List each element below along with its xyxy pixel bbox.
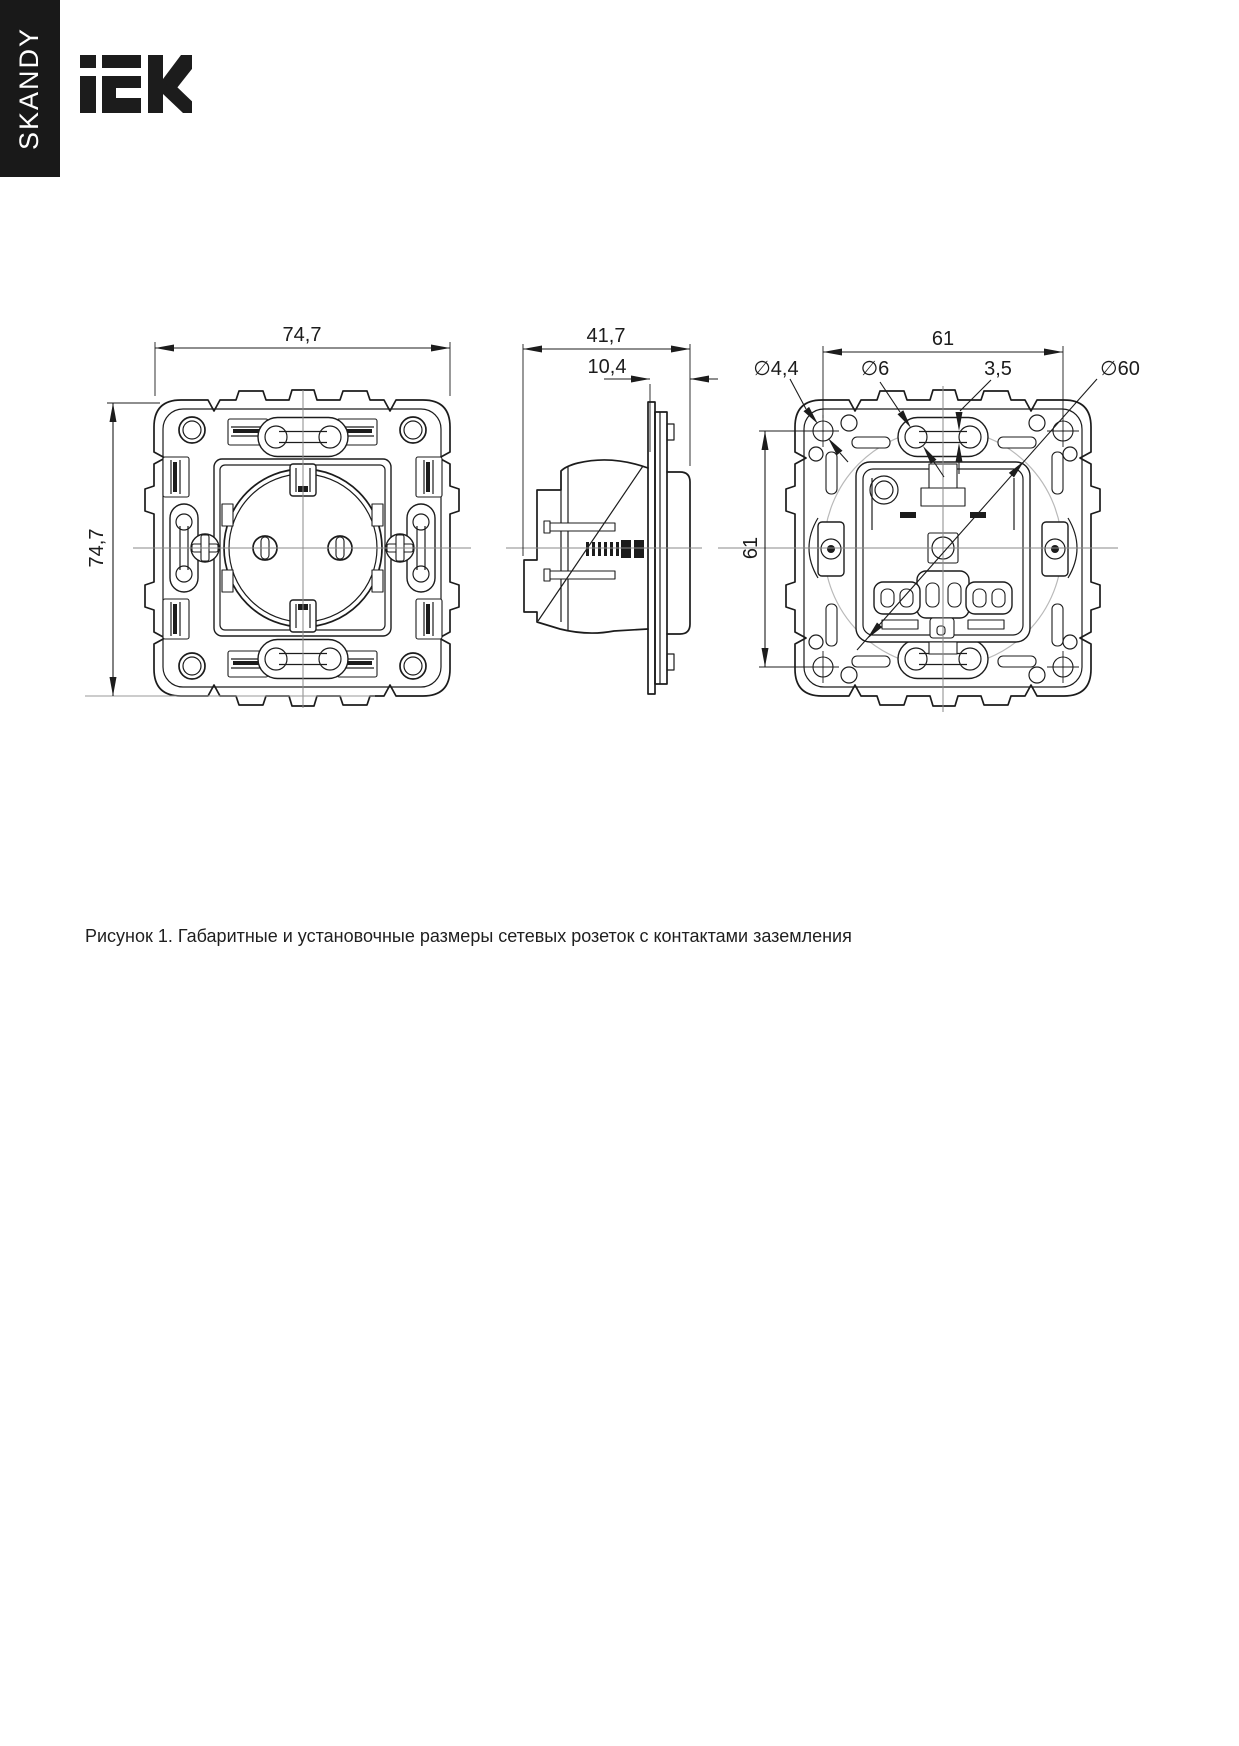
- side-front-depth-dim: 10,4: [587, 356, 627, 378]
- slot-hole-dia-dim: ∅6: [860, 358, 890, 380]
- mounting-circle-dia-dim: ∅60: [1100, 358, 1140, 380]
- slot-width-dim: 3,5: [984, 358, 1012, 380]
- side-view-dimensions: [523, 325, 718, 556]
- screw-hole-dia-dim: ∅4,4: [753, 358, 799, 380]
- back-view-drawing: [718, 386, 1118, 712]
- figure-caption: Рисунок 1. Габаритные и установочные размеры сетевых розеток с контактами заземления: [85, 926, 852, 946]
- side-view-drawing: [506, 402, 702, 694]
- back-height-dim: 61: [740, 536, 762, 560]
- side-depth-dim: 41,7: [586, 325, 626, 347]
- side-screw: [586, 540, 644, 558]
- back-width-dim: 61: [931, 328, 955, 350]
- front-view-drawing: [133, 390, 471, 708]
- front-width-dim: 74,7: [282, 324, 322, 346]
- brand-vertical-label: SKANDY: [14, 26, 45, 151]
- front-height-dim: 74,7: [86, 528, 108, 568]
